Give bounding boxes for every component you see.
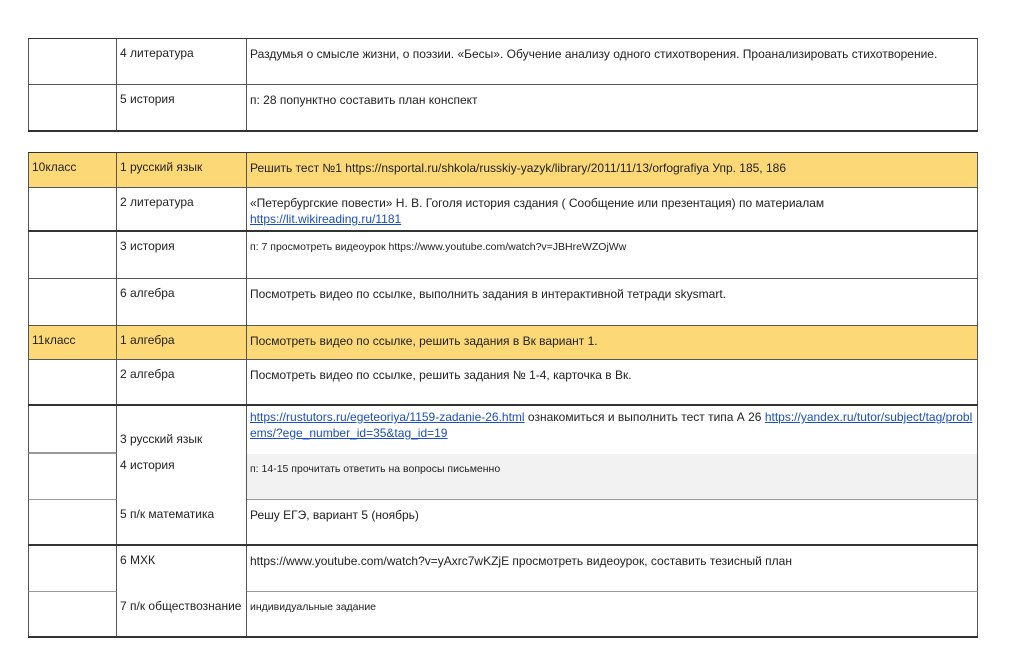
class-cell (28, 85, 117, 130)
subject-cell: 5 история (117, 85, 247, 130)
task-text: ознакомиться и выполнить тест типа А 26 (524, 410, 765, 424)
table-row (28, 39, 978, 85)
subject-cell: 4 литература (117, 39, 247, 84)
task-cell: п: 7 просмотреть видеоурок https://www.youtube.com/watch?v=JBHreWZOjWw (247, 232, 978, 278)
task-cell: Раздумья о смысле жизни, о поэзии. «Бесы». Обучение анализу одного стихотворения. Проанализировать стихотворение. (247, 39, 978, 84)
class-cell: 11класс (28, 326, 117, 359)
task-cell: п: 28 попунктно составить план конспект (247, 85, 978, 130)
task-cell: Решить тест №1 https://nsportal.ru/shkola/russkiy-yazyk/library/2011/11/13/orfografiya Упр. 185, 186 (247, 153, 978, 187)
subject-cell: 7 п/к обществознание (117, 592, 247, 636)
task-cell: п: 14-15 прочитать ответить на вопросы письменно (247, 454, 978, 500)
class-cell (28, 232, 117, 278)
table-row (28, 500, 978, 546)
table-row (28, 232, 978, 279)
yandex-link[interactable]: https://yandex.ru/tutor/subject/tag/problems/?ege_number_id=35&tag_id=19 (250, 410, 973, 440)
task-cell (247, 406, 978, 454)
class-cell (28, 546, 117, 592)
task-cell: индивидуальные задание (247, 592, 978, 636)
table-row (28, 188, 978, 232)
task-cell: https://www.youtube.com/watch?v=yAxrc7wKZjE просмотреть видеоурок, составить тезисный план (247, 546, 978, 592)
table-row (28, 454, 978, 500)
task-cell: Посмотреть видео по ссылке, решить задания № 1-4, карточка в Вк. (247, 360, 978, 404)
wikireading-link[interactable]: https://lit.wikireading.ru/1181 (250, 212, 402, 226)
class-cell (28, 39, 117, 84)
task-cell: Решу ЕГЭ, вариант 5 (ноябрь) (247, 500, 978, 544)
subject-cell: 4 история (117, 454, 247, 500)
subject-cell: 3 история (117, 232, 247, 278)
task-cell: Посмотреть видео по ссылке, решить задания в Вк вариант 1. (247, 326, 978, 359)
table-row (28, 153, 978, 188)
table-row (28, 406, 978, 454)
class-cell (28, 500, 117, 544)
table-row (28, 326, 978, 360)
subject-cell: 3 русский язык (117, 406, 247, 454)
class-cell (28, 454, 117, 500)
subject-cell: 2 алгебра (117, 360, 247, 404)
class-cell (28, 188, 117, 230)
table-row (28, 592, 978, 636)
schedule-table-2 (28, 152, 978, 638)
task-cell: Посмотреть видео по ссылке, выполнить задания в интерактивной тетради skysmart. (247, 279, 978, 325)
class-cell (28, 406, 117, 454)
rustutors-link[interactable]: https://rustutors.ru/egeteoriya/1159-zadanie-26.html (250, 410, 525, 424)
task-text: «Петербургские повести» Н. В. Гоголя история сздания ( Сообщение или презентация) по материалам (250, 196, 825, 210)
subject-cell: 1 русский язык (117, 153, 247, 187)
subject-cell: 6 МХК (117, 546, 247, 592)
class-cell (28, 592, 117, 636)
subject-cell: 1 алгебра (117, 326, 247, 359)
subject-cell: 2 литература (117, 188, 247, 230)
schedule-table-1 (28, 38, 978, 132)
subject-cell: 6 алгебра (117, 279, 247, 325)
subject-cell: 5 п/к математика (117, 500, 247, 544)
class-cell (28, 360, 117, 404)
task-cell (247, 188, 978, 230)
class-cell: 10класс (28, 153, 117, 187)
table-row (28, 546, 978, 592)
table-row (28, 360, 978, 406)
table-row (28, 85, 978, 130)
class-cell (28, 279, 117, 325)
table-row (28, 279, 978, 326)
